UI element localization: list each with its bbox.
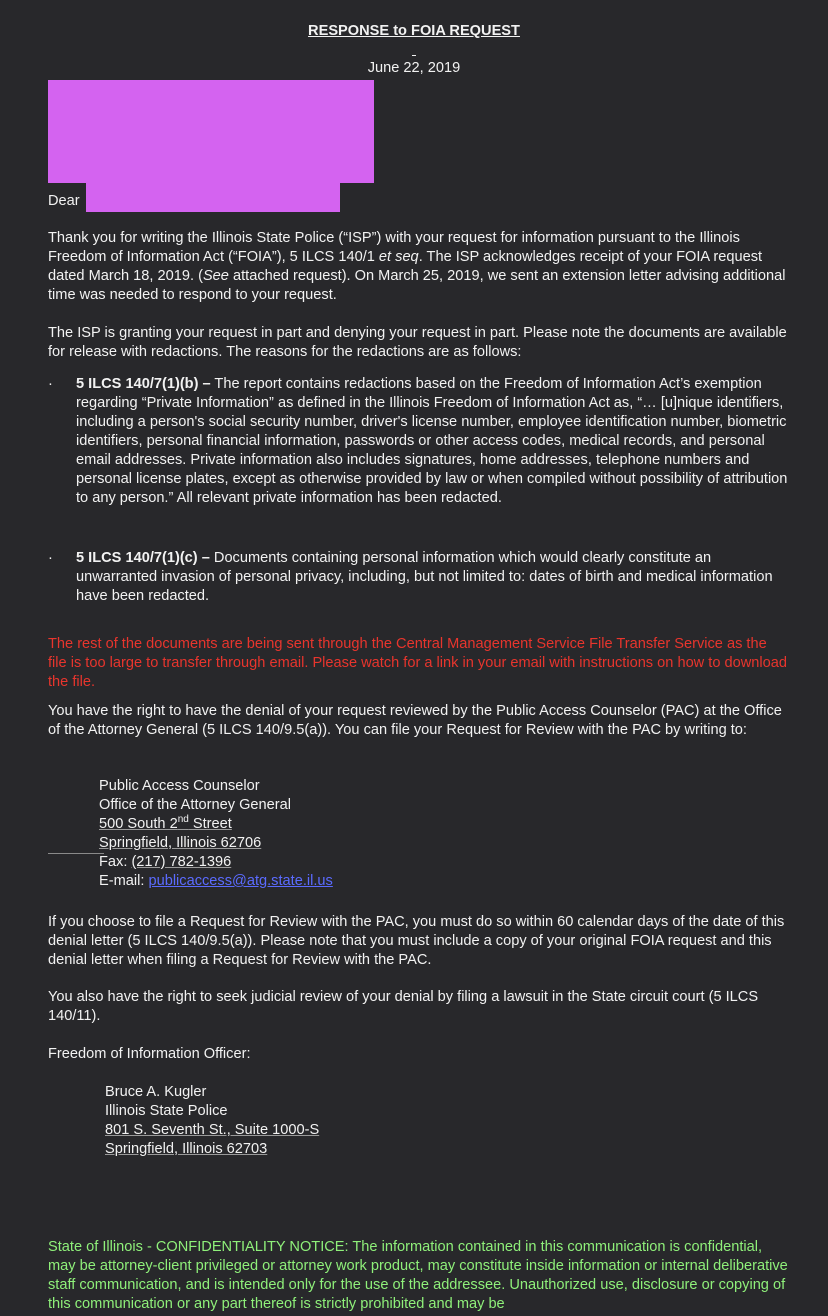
pac-name: Public Access Counselor: [99, 778, 260, 794]
redacted-recipient-name: [86, 183, 340, 212]
officer-label: Freedom of Information Officer:: [48, 1046, 251, 1062]
exemption-personal-privacy: 5 ILCS 140/7(1)(c) – Documents containing personal information which would clearly constitute an unwarranted invasion of personal privacy, including, but not limited to: dates of birth and medical information have been redacted.: [76, 550, 773, 604]
document-title: RESPONSE to FOIA REQUEST: [308, 23, 520, 39]
bullet-marker: ·: [48, 376, 53, 392]
letter-date: June 22, 2019: [367, 60, 461, 76]
confidentiality-notice: State of Illinois - CONFIDENTIALITY NOTICE: The information contained in this communication is confidential, may be attorney-client privileged or attorney work product, may constitute inside information or internal deliberative staff communication, and is intended only for the use of the addressee. Unauthorized use, disclosure or copying of this communication or any part thereof is strictly prohibited and may be: [48, 1239, 788, 1312]
intro-paragraph: Thank you for writing the Illinois State Police (“ISP”) with your request for information pursuant to the Illinois Freedom of Information Act (“FOIA”), 5 ILCS 140/1 et seq. The ISP acknowledges receipt of your FOIA request dated March 18, 2019. (See attached request). On March 25, 2019, we sent an extension letter advising additional time was needed to respond to your request.: [48, 230, 786, 303]
grant-deny-paragraph: The ISP is granting your request in part and denying your request in part. Please note the documents are available for release with redactions. The reasons for the redactions are as follows:: [48, 325, 787, 360]
officer-address-block: [105, 1083, 525, 1159]
bullet-marker: ·: [48, 550, 53, 566]
officer-agency: Illinois State Police: [105, 1103, 228, 1119]
pac-street: 500 South 2nd Street: [99, 814, 232, 832]
judicial-review-paragraph: You also have the right to seek judicial review of your denial by filing a lawsuit in the State circuit court (5 ILCS 140/11).: [48, 989, 759, 1024]
pac-office: Office of the Attorney General: [99, 797, 291, 813]
pac-email-link[interactable]: publicaccess@atg.state.il.us: [148, 873, 333, 889]
review-deadline-paragraph: If you choose to file a Request for Review with the PAC, you must do so within 60 calendar days of the date of this denial letter (5 ILCS 140/9.5(a)). Please note that you must include a copy of your original FOIA request and this denial letter when filing a Request for Review with the PAC.: [48, 914, 785, 968]
officer-name: Bruce A. Kugler: [105, 1084, 207, 1100]
date-mark: [412, 55, 416, 56]
officer-city: Springfield, Illinois 62703: [105, 1141, 268, 1157]
exemption-private-information: 5 ILCS 140/7(1)(b) – The report contains redactions based on the Freedom of Information Act’s exemption regarding “Private Information” as defined in the Illinois Freedom of Information Act as, “… [u]nique identifiers, including a person's social security number, driver's license number, employee identification number, biometric identifiers, personal financial information, passwords or other access codes, medical records, and personal email addresses. Private information also includes signatures, home addresses, telephone numbers and personal license plates, except as otherwise provided by law or when compiled without possibility of attribution to any person.” All relevant private information has been redacted.: [76, 376, 788, 506]
redacted-address-block: [48, 80, 374, 183]
pac-email: E-mail: publicaccess@atg.state.il.us: [99, 873, 333, 889]
pac-address-block: [99, 777, 519, 891]
pac-fax: Fax: (217) 782-1396: [99, 854, 232, 870]
file-transfer-notice: The rest of the documents are being sent through the Central Management Service File Transfer Service as the file is too large to transfer through email. Please watch for a link in your email with instructions on how to download the file.: [48, 636, 787, 690]
pac-city: Springfield, Illinois 62706: [99, 835, 262, 851]
officer-street: 801 S. Seventh St., Suite 1000-S: [105, 1122, 320, 1138]
divider-line: [48, 853, 104, 854]
salutation: Dear: [48, 193, 80, 209]
pac-review-paragraph: You have the right to have the denial of your request reviewed by the Public Access Counselor (PAC) at the Office of the Attorney General (5 ILCS 140/9.5(a)). You can file your Request for Review with the PAC by writing to:: [48, 703, 782, 738]
